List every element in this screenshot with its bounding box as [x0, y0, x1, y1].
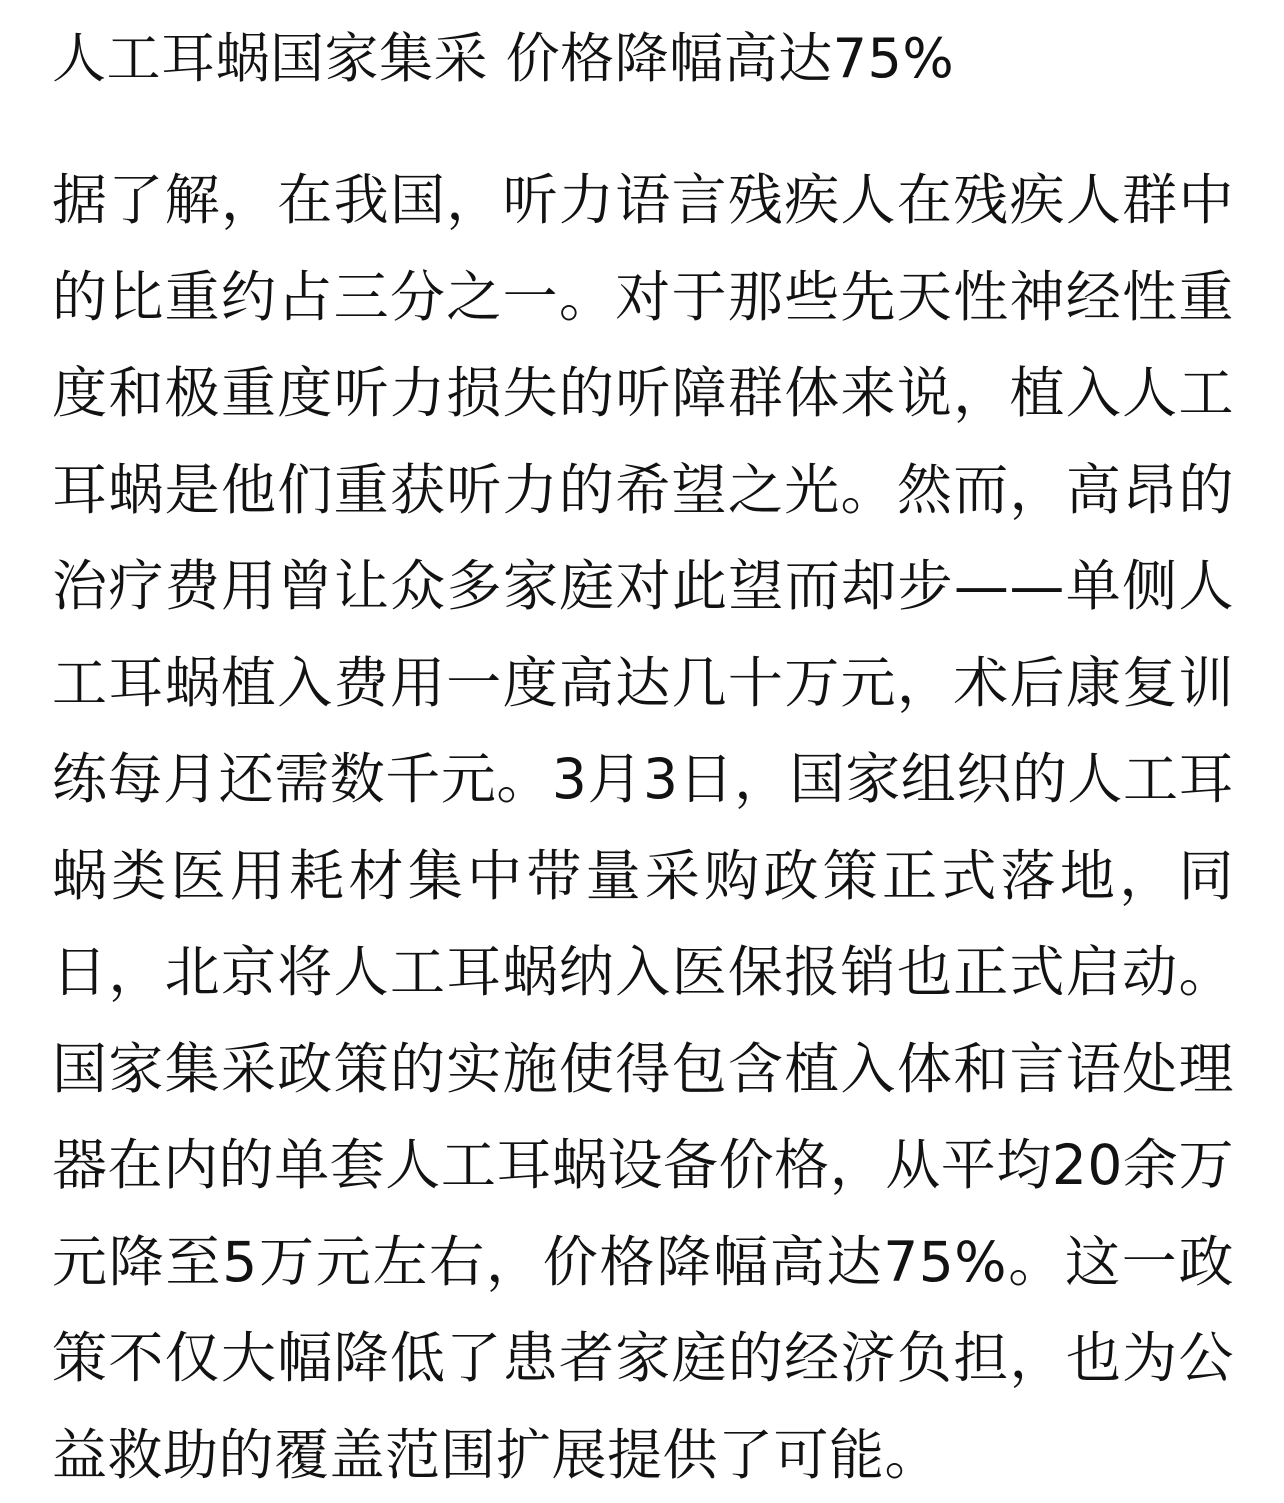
article	[52, 0, 1234, 1503]
article-body: 据了解，在我国，听力语言残疾人在残疾人群中的比重约占三分之一。对于那些先天性神经性重度和极重度听力损失的听障群体来说，植入人工耳蜗是他们重获听力的希望之光。然而，高昂的治疗费用曾让众多家庭对此望而却步——单侧人工耳蜗植入费用一度高达几十万元，术后康复训练每月还需数千元。3月3日，国家组织的人工耳蜗类医用耗材集中带量采购政策正式落地，同日，北京将人工耳蜗纳入医保报销也正式启动。国家集采政策的实施使得包含植入体和言语处理器在内的单套人工耳蜗设备价格，从平均20余万元降至5万元左右，价格降幅高达75%。这一政策不仅大幅降低了患者家庭的经济负担，也为公益救助的覆盖范围扩展提供了可能。	[52, 168, 1234, 1487]
article-title: 人工耳蜗国家集采 价格降幅高达75%	[52, 27, 955, 90]
